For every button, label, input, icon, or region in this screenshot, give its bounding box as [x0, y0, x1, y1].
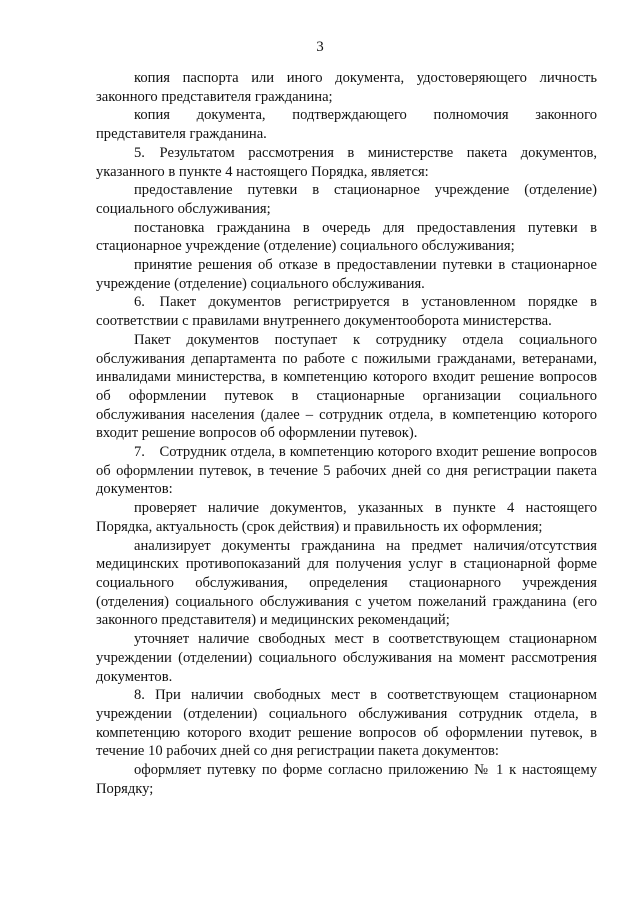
paragraph: проверяет наличие документов, указанных в пункте 4 настоящего Порядка, актуальность (срок действия) и правильность их оформления; [96, 500, 597, 535]
paragraph: предоставление путевки в стационарное учреждение (отделение) социального обслуживания; [96, 182, 597, 217]
page-number: 3 [316, 39, 324, 55]
paragraph-section-5: 5. Результатом рассмотрения в министерстве пакета документов, указанного в пункте 4 настоящего Порядка, является: [96, 144, 597, 180]
paragraph-section-8: 8. При наличии свободных мест в соответствующем стационарном учреждении (отделении) социального обслуживания сотрудник отдела, в компетенцию которого входит решение вопросов об оформлении путевок, в течение 10 рабочих дней со дня регистрации пакета документов: [96, 687, 597, 760]
paragraph-section-6: 6. Пакет документов регистрируется в установленном порядке в соответствии с правилами внутреннего документооборота министерства. [96, 294, 597, 330]
document-body [96, 69, 597, 798]
paragraph-section-7: 7. Сотрудник отдела, в компетенцию которого входит решение вопросов об оформлении путевок, в течение 5 рабочих дней со дня регистрации пакета документов: [96, 444, 597, 498]
paragraph: уточняет наличие свободных мест в соответствующем стационарном учреждении (отделении) социального обслуживания на момент рассмотрения документов. [96, 631, 597, 685]
paragraph: анализирует документы гражданина на предмет наличия/отсутствия медицинских противопоказаний для получения услуг в стационарной форме социального обслуживания, определения стационарного учреждения (отделения) социального обслуживания с учетом пожеланий гражданина (его законного представителя) и медицинских рекомендаций; [96, 537, 597, 629]
paragraph: постановка гражданина в очередь для предоставления путевки в стационарное учреждение (отделение) социального обслуживания; [96, 219, 597, 255]
paragraph: оформляет путевку по форме согласно приложению № 1 к настоящему Порядку; [96, 762, 597, 797]
paragraph: копия документа, подтверждающего полномочия законного представителя гражданина. [96, 107, 597, 143]
paragraph: Пакет документов поступает к сотруднику отдела социального обслуживания департамента по работе с пожилыми гражданами, ветеранами, инвалидами министерства, в компетенцию которого входит решение вопросов об оформлении путевок в стационарные организации социального обслуживания населения (далее – сотрудник отдела, в компетенцию которого входит решение вопросов об оформлении путевок). [96, 331, 597, 442]
paragraph: копия паспорта или иного документа, удостоверяющего личность законного представителя гражданина; [96, 70, 597, 105]
paragraph: принятие решения об отказе в предоставлении путевки в стационарное учреждение (отделение) социального обслуживания. [96, 257, 597, 292]
